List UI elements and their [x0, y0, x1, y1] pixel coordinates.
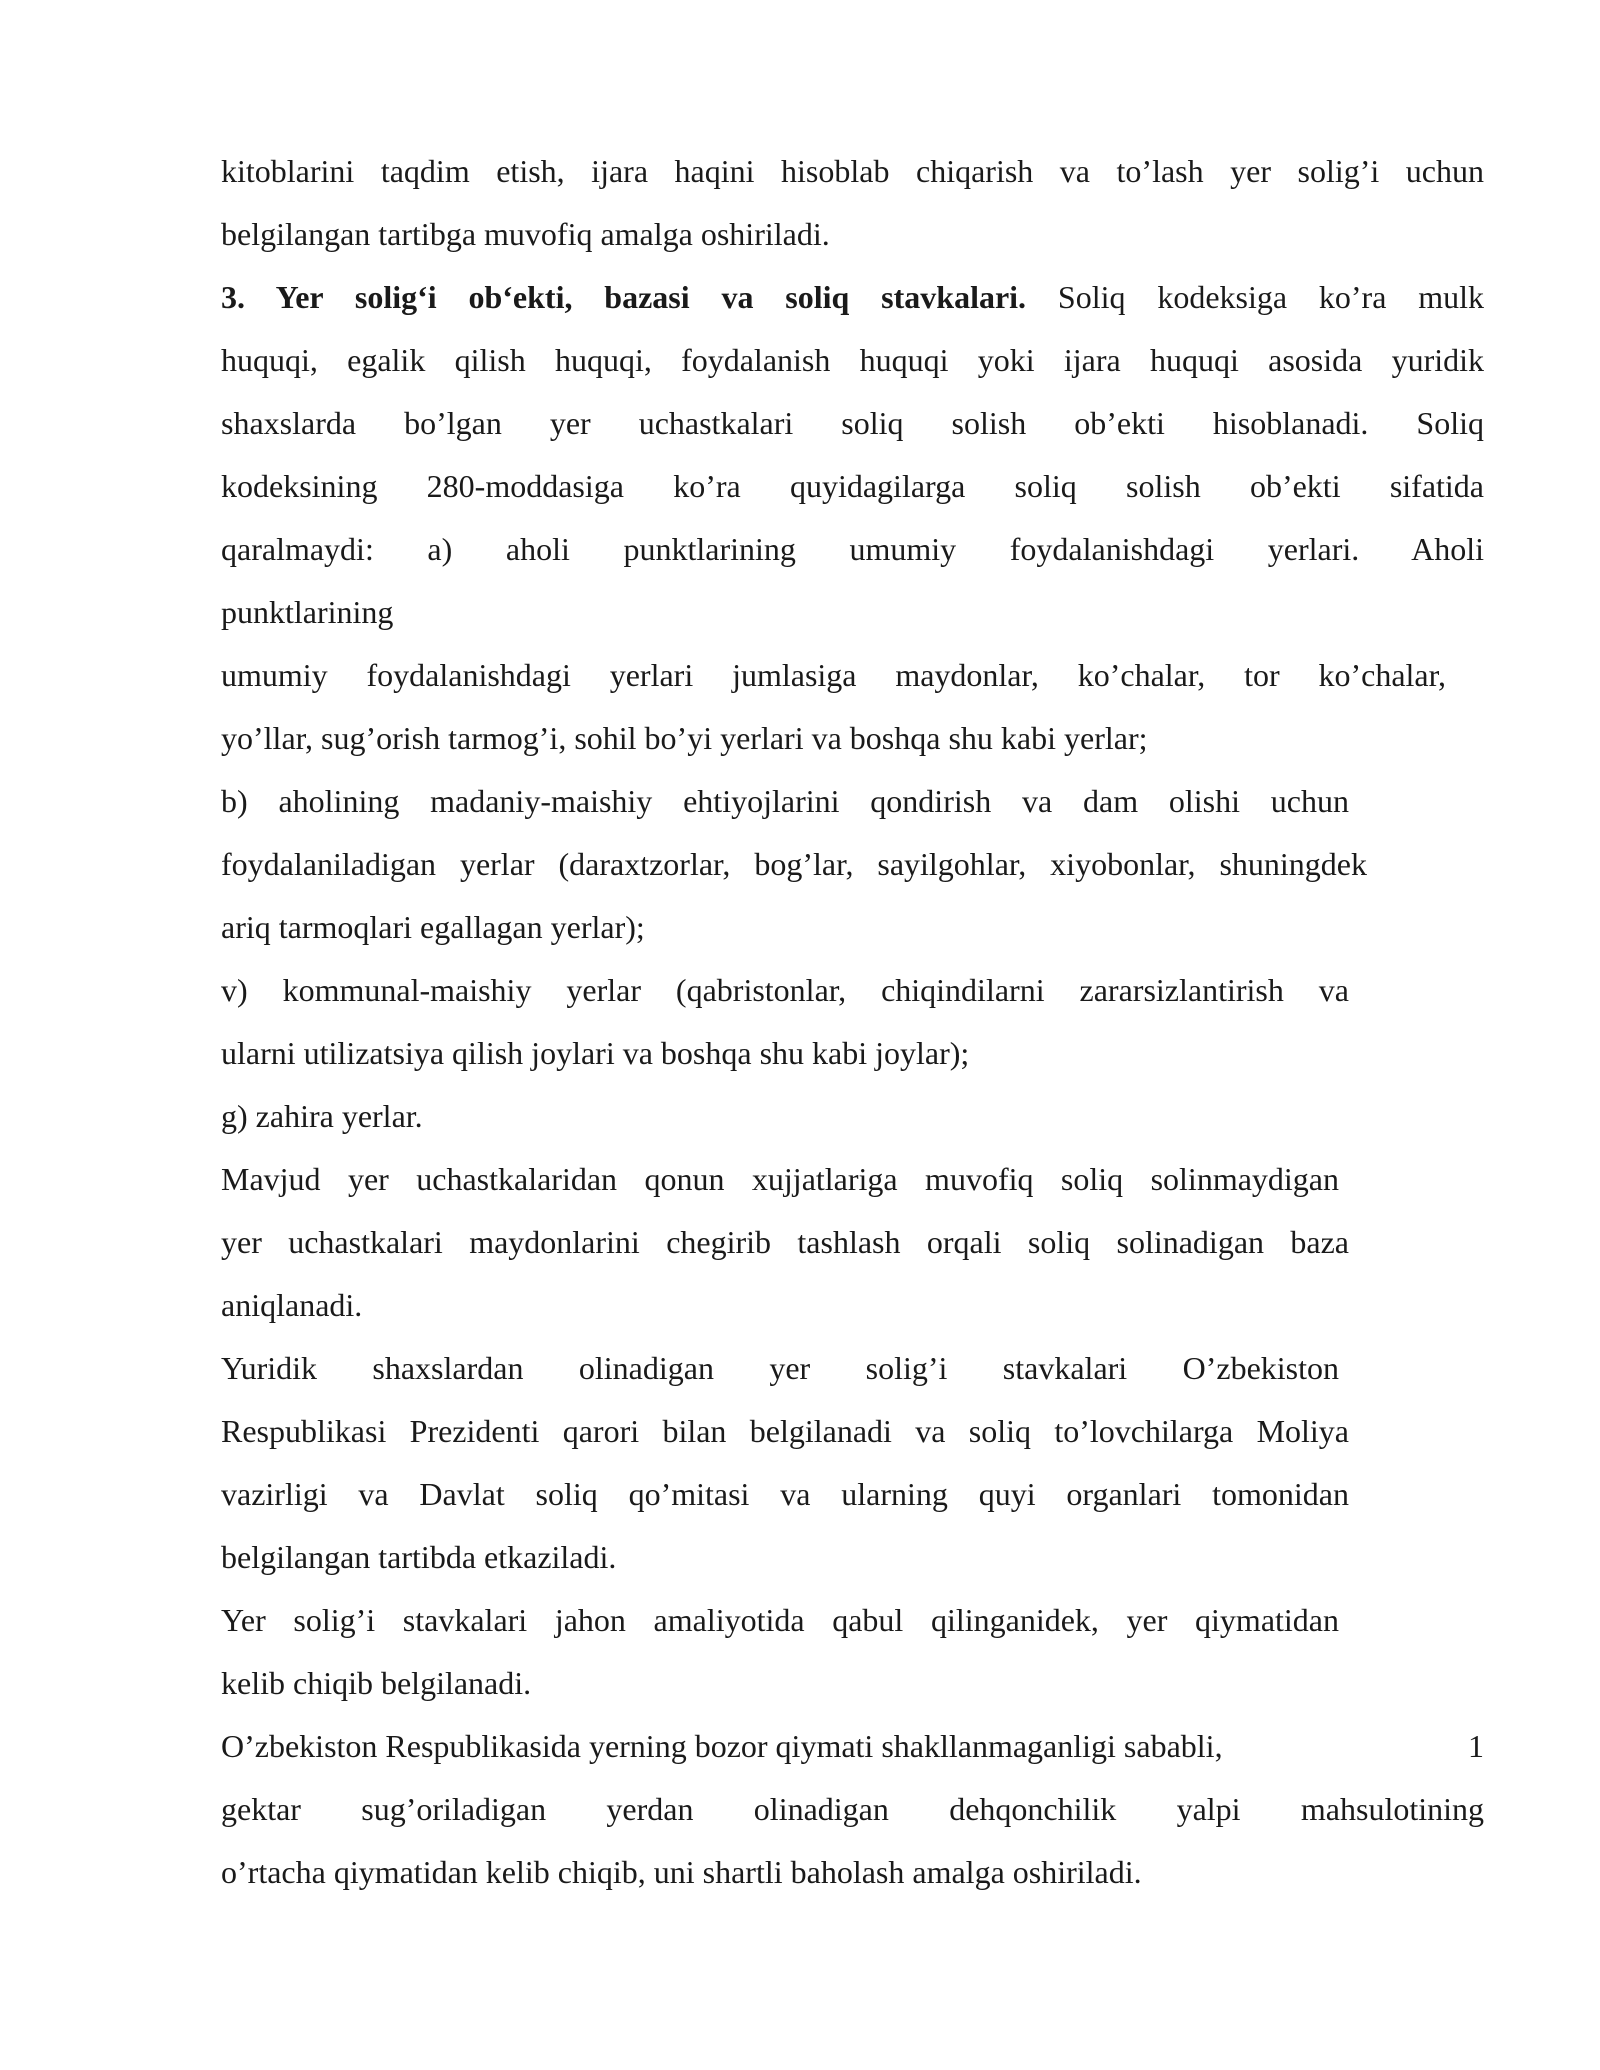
text-line: gektar sug’oriladigan yerdan olinadigan dehqonchilik yalpi mahsulotining [221, 1791, 1484, 1827]
list-item-g: g) zahira yerlar. [221, 1098, 423, 1134]
text-line: foydalaniladigan yerlar (daraxtzorlar, bog’lar, sayilgohlar, xiyobonlar, shuningdek [221, 846, 1367, 882]
text-line: ularni utilizatsiya qilish joylari va boshqa shu kabi joylar); [221, 1035, 970, 1071]
text-line: kelib chiqib belgilanadi. [221, 1665, 532, 1701]
text-line-part: O’zbekiston Respublikasida yerning bozor qiymati shakllanmaganligi sababli, [221, 1728, 1223, 1764]
text-line: kodeksining 280-moddasiga ko’ra quyidagilarga soliq solish ob’ekti sifatida [221, 468, 1484, 504]
text-line: punktlarining [221, 594, 394, 630]
text-line: ariq tarmoqlari egallagan yerlar); [221, 909, 645, 945]
text-line [221, 1715, 1484, 1778]
text-line: huquqi, egalik qilish huquqi, foydalanish huquqi yoki ijara huquqi asosida yuridik [221, 342, 1484, 378]
text-line: belgilangan tartibda etkaziladi. [221, 1539, 617, 1575]
list-item-b: b) aholining madaniy-maishiy ehtiyojlarini qondirish va dam olishi uchun [221, 783, 1349, 819]
text-line: yo’llar, sug’orish tarmog’i, sohil bo’yi yerlari va boshqa shu kabi yerlar; [221, 720, 1148, 756]
text-line: vazirligi va Davlat soliq qo’mitasi va ularning quyi organlari tomonidan [221, 1476, 1349, 1512]
text-line: Mavjud yer uchastkalaridan qonun xujjatlariga muvofiq soliq solinmaydigan [221, 1161, 1339, 1197]
list-item-v: v) kommunal-maishiy yerlar (qabristonlar, chiqindilarni zararsizlantirish va [221, 972, 1349, 1008]
text-line: yer uchastkalari maydonlarini chegirib tashlash orqali soliq solinadigan baza [221, 1224, 1349, 1260]
text-line: Respublikasi Prezidenti qarori bilan belgilanadi va soliq to’lovchilarga Moliya [221, 1413, 1349, 1449]
text-line: Yer solig’i stavkalari jahon amaliyotida qabul qilinganidek, yer qiymatidan [221, 1602, 1339, 1638]
text-line: kitoblarini taqdim etish, ijara haqini hisoblab chiqarish va to’lash yer solig’i uchun [221, 153, 1484, 189]
section-heading: 3. Yer solig‘i ob‘ekti, bazasi va soliq stavkalari. [221, 279, 1027, 315]
text-line: shaxslarda bo’lgan yer uchastkalari soliq solish ob’ekti hisoblanadi. Soliq [221, 405, 1484, 441]
text-line: belgilangan tartibga muvofiq amalga oshiriladi. [221, 216, 830, 252]
text-line: qaralmaydi: a) aholi punktlarining umumiy foydalanishdagi yerlari. Aholi [221, 531, 1484, 567]
text-line: umumiy foydalanishdagi yerlari jumlasiga maydonlar, ko’chalar, tor ko’chalar, [221, 657, 1446, 693]
section-heading-line [221, 266, 1484, 329]
document-body [221, 140, 1484, 1904]
text-line-part: 1 [1468, 1728, 1484, 1764]
text-line: Yuridik shaxslardan olinadigan yer solig’i stavkalari O’zbekiston [221, 1350, 1339, 1386]
text-line: o’rtacha qiymatidan kelib chiqib, uni shartli baholash amalga oshiriladi. [221, 1854, 1142, 1890]
text-line: aniqlanadi. [221, 1287, 363, 1323]
text-line: Soliq kodeksiga ko’ra mulk [1057, 279, 1485, 315]
